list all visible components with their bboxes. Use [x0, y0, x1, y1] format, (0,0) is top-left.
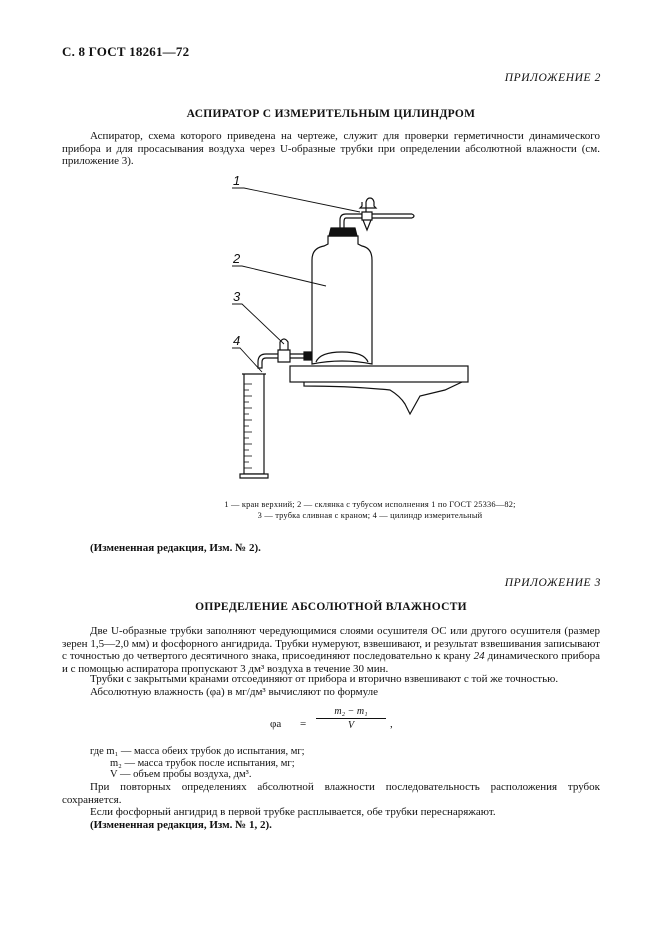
leader-1	[232, 188, 360, 212]
lower-tap-handle	[280, 339, 288, 350]
label-1: 1	[233, 173, 241, 188]
figure-caption	[150, 499, 590, 521]
para-1-valve-number: 24	[473, 650, 485, 663]
formula-numerator: m₂ − m₁	[334, 706, 368, 717]
appendix-3-para-5: Если фосфорный ангидрид в первой трубке расплывается, обе трубки переснаряжают.	[90, 806, 496, 818]
caption-line-2: 3 — трубка сливная с краном; 4 — цилиндр измерительный	[257, 511, 483, 520]
formula-comma: ,	[390, 718, 393, 730]
formula-equals: =	[300, 718, 307, 730]
aspirator-diagram	[200, 168, 470, 490]
lower-tap-body	[278, 350, 290, 362]
page-header: С. 8 ГОСТ 18261—72	[62, 44, 190, 59]
appendix-3-para-1	[62, 625, 600, 675]
top-tap-handle	[360, 198, 376, 212]
measuring-cylinder	[244, 374, 264, 474]
formula-lhs: φа	[270, 718, 282, 730]
appendix-3-title: ОПРЕДЕЛЕНИЕ АБСОЛЮТНОЙ ВЛАЖНОСТИ	[195, 601, 467, 613]
humidity-formula	[270, 706, 420, 746]
side-tube	[290, 354, 304, 358]
stopper	[329, 228, 357, 236]
appendix-2-revision-note: (Измененная редакция, Изм. № 2).	[90, 542, 261, 554]
legend-m1: где m₁ — масса обеих трубок до испытания, мг;	[90, 746, 305, 757]
appendix-3-para-3: Абсолютную влажность (φа) в мг/дм³ вычисляют по формуле	[90, 686, 378, 698]
shelf-bracket	[304, 382, 462, 414]
para-1-part-c: динамического прибора и с помощью аспиратора пропускают 3 дм³ воздуха в течение 30 мин.	[62, 650, 600, 675]
formula-legend	[90, 746, 305, 781]
appendix-3-label: ПРИЛОЖЕНИЕ 3	[504, 577, 601, 589]
appendix-3-para-4: При повторных определениях абсолютной влажности последовательность расположения трубок сохраняется.	[62, 781, 600, 806]
label-3: 3	[233, 289, 241, 304]
label-2: 2	[233, 251, 241, 266]
caption-line-1: 1 — кран верхний; 2 — склянка с тубусом исполнения 1 по ГОСТ 25336—82;	[224, 500, 516, 509]
appendix-2-title: АСПИРАТОР С ИЗМЕРИТЕЛЬНЫМ ЦИЛИНДРОМ	[186, 108, 476, 120]
appendix-3-para-2: Трубки с закрытыми кранами отсоединяют от прибора и вторично взвешивают с той же точностью.	[90, 673, 559, 685]
fraction-bar	[316, 718, 386, 719]
appendix-2-intro: Аспиратор, схема которого приведена на чертеже, служит для проверки герметичности динамического прибора и для просасывания воздуха через U-образные трубки при определении абсолютной влажности (см. приложение 3).	[62, 130, 600, 168]
top-tap-body	[362, 212, 372, 220]
label-4: 4	[233, 333, 241, 348]
formula-fraction	[316, 706, 386, 731]
para-1-part-a: Две U-образные трубки заполняют чередующимися слоями осушителя ОС или другого осушителя (размер зерен 1,5—2,0 мм) и фосфорного ангидрида. Трубки нумеруют, взвешивают, и результат взвешивания записывают с точностью до четвертого десятичного знака, присоединяют последовательно к крану	[62, 625, 600, 663]
outlet-tube	[372, 214, 414, 218]
appendix-3-revision-note: (Измененная редакция, Изм. № 1, 2).	[90, 819, 272, 831]
side-spout-stopper	[304, 352, 312, 360]
top-tap-stem	[363, 220, 371, 230]
formula-denominator: V	[347, 720, 355, 731]
bottle-body	[312, 236, 372, 364]
shelf	[290, 366, 468, 382]
drain-spout	[258, 354, 278, 368]
cylinder-base	[240, 474, 268, 478]
appendix-2-label: ПРИЛОЖЕНИЕ 2	[504, 72, 601, 84]
legend-m2: m₂ — масса трубок после испытания, мг;	[110, 757, 295, 769]
legend-v: V — объем пробы воздуха, дм³.	[110, 769, 252, 780]
upper-tube	[340, 214, 362, 228]
